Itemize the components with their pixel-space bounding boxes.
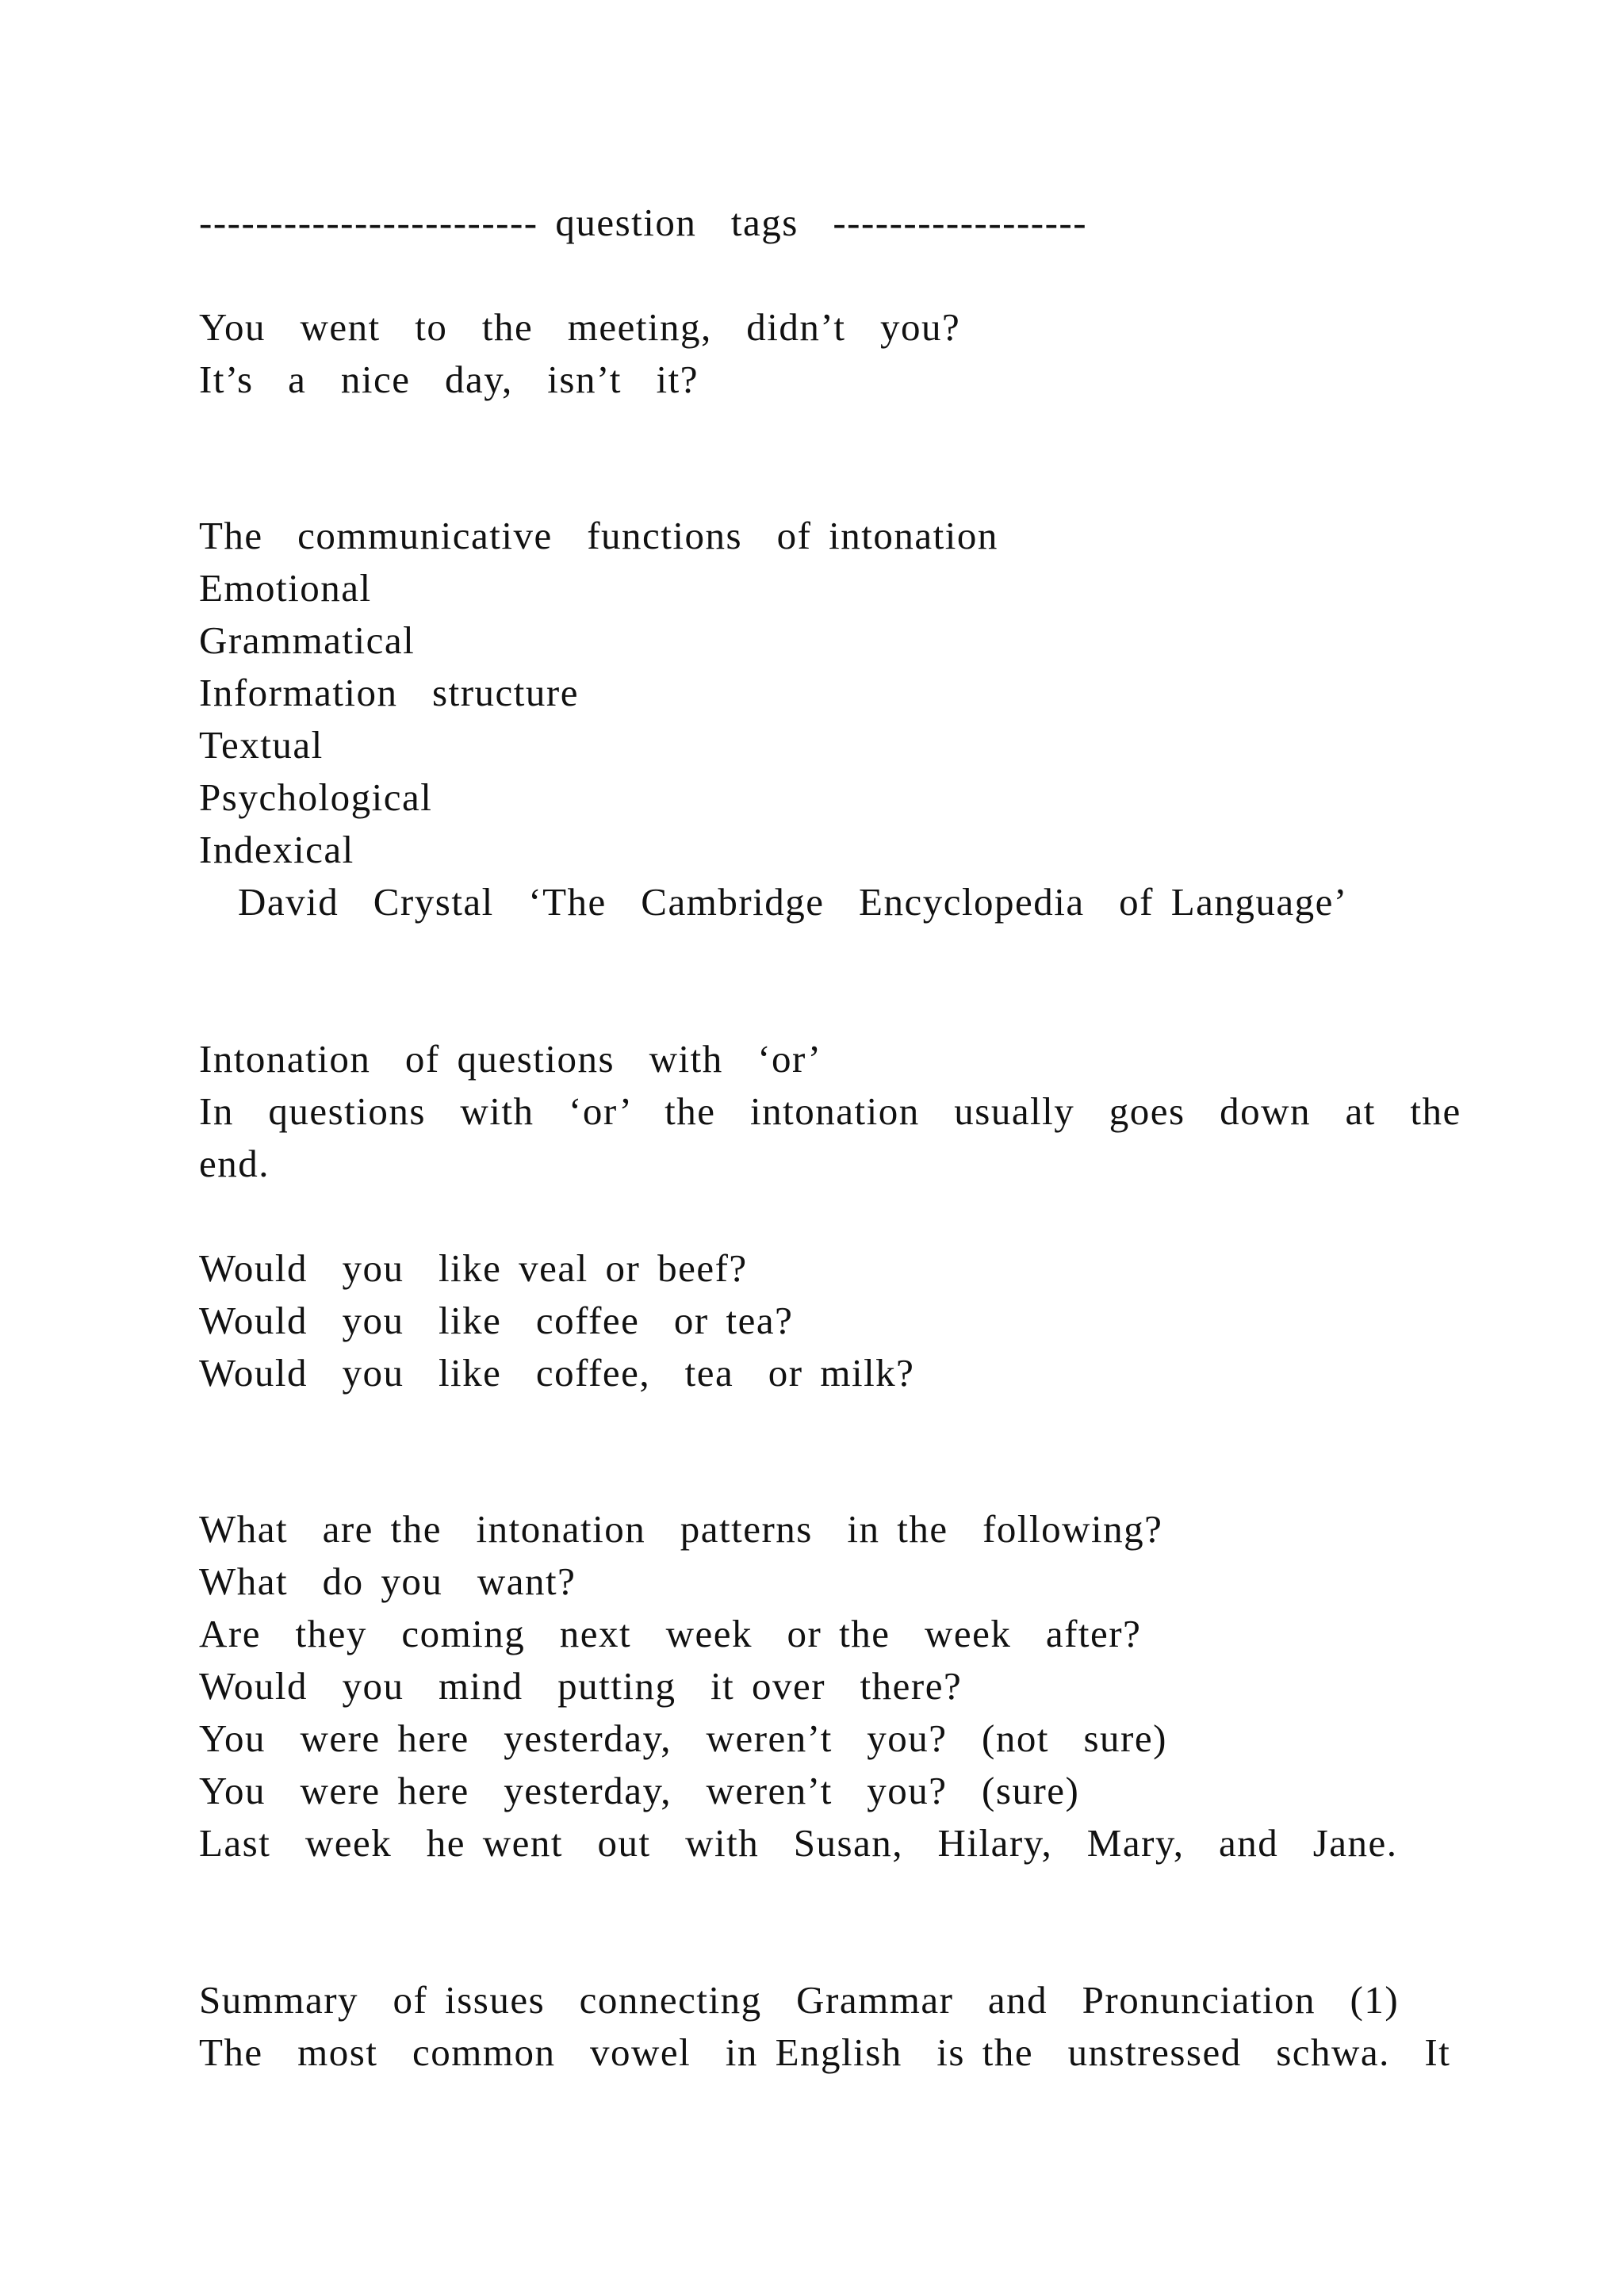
exercise-item: Last week he went out with Susan, Hilary, Mary, and Jane.: [199, 1821, 1398, 1865]
exercise-item: Are they coming next week or the week after?: [199, 1612, 1142, 1655]
citation: David Crystal ‘The Cambridge Encyclopedia of Language’: [238, 880, 1348, 924]
function-item: Textual: [199, 723, 324, 767]
function-item: Indexical: [199, 828, 354, 871]
section-divider-question-tags: ------------------------ question tags ------------------: [199, 201, 1088, 244]
or-question-example: Would you like veal or beef?: [199, 1246, 748, 1290]
or-question-example: Would you like coffee or tea?: [199, 1299, 794, 1342]
tag-example: It’s a nice day, isn’t it?: [199, 358, 699, 401]
function-item: Information structure: [199, 671, 579, 714]
or-questions-heading: Intonation of questions with ‘or’: [199, 1037, 822, 1081]
exercise-item: You were here yesterday, weren’t you? (not sure): [199, 1716, 1167, 1760]
exercise-item: You were here yesterday, weren’t you? (sure): [199, 1769, 1080, 1812]
summary-heading: Summary of issues connecting Grammar and Pronunciation (1): [199, 1978, 1400, 2022]
exercise-heading: What are the intonation patterns in the following?: [199, 1507, 1163, 1551]
or-question-example: Would you like coffee, tea or milk?: [199, 1351, 915, 1395]
summary-text: The most common vowel in English is the unstressed schwa. It: [199, 2030, 1451, 2074]
or-questions-explanation: end.: [199, 1142, 270, 1185]
function-item: Grammatical: [199, 618, 416, 662]
or-questions-explanation: In questions with ‘or’ the intonation usually goes down at the: [199, 1089, 1461, 1133]
functions-heading: The communicative functions of intonation: [199, 514, 998, 557]
function-item: Psychological: [199, 775, 433, 819]
tag-example: You went to the meeting, didn’t you?: [199, 305, 961, 349]
exercise-item: What do you want?: [199, 1559, 576, 1603]
exercise-item: Would you mind putting it over there?: [199, 1664, 963, 1708]
function-item: Emotional: [199, 566, 372, 610]
